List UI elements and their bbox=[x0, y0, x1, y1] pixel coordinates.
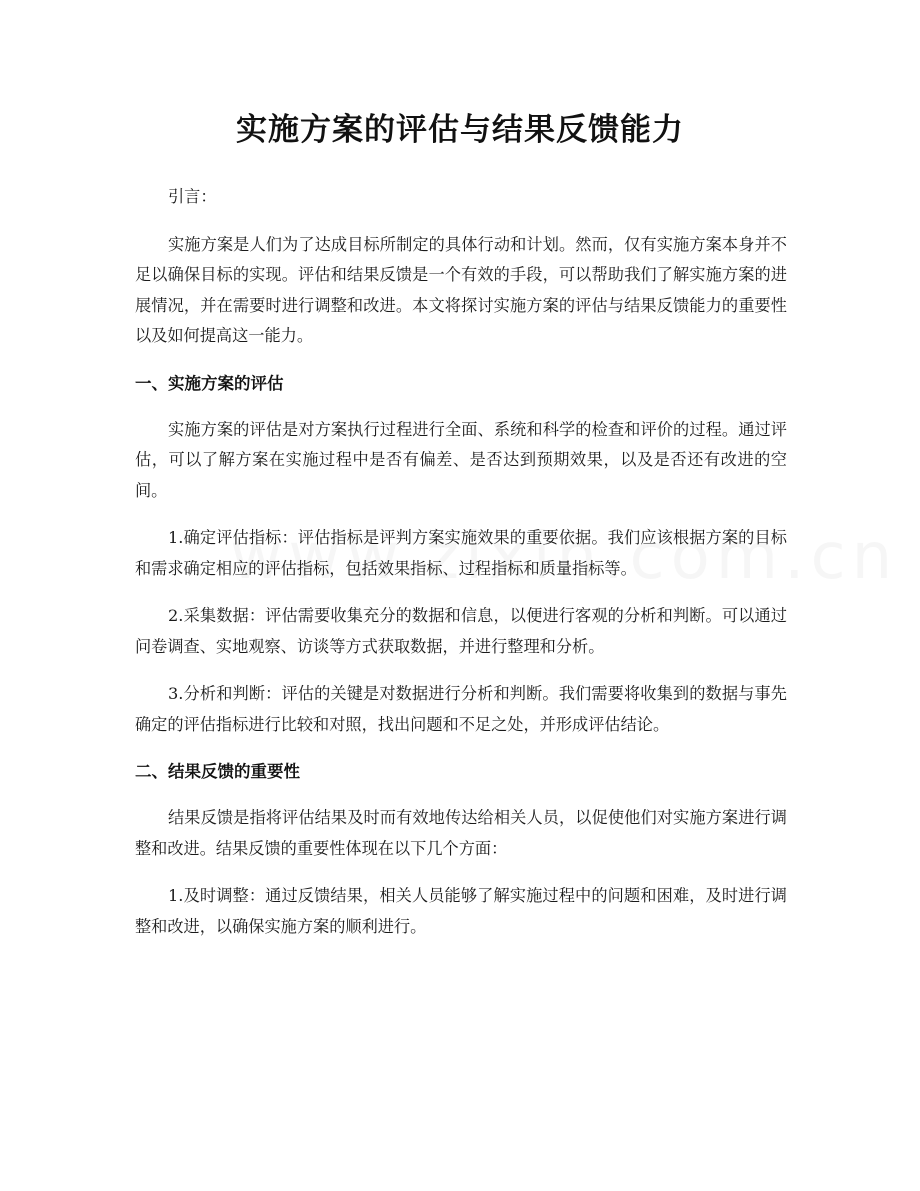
evaluation-paragraph: 实施方案的评估是对方案执行过程进行全面、系统和科学的检查和评价的过程。通过评估，可以了解方案在实施过程中是否有偏差、是否达到预期效果，以及是否还有改进的空间。 bbox=[135, 419, 787, 500]
evaluation-step-1: 1.确定评估指标：评估指标是评判方案实施效果的重要依据。我们应该根据方案的目标和需求确定相应的评估指标，包括效果指标、过程指标和质量指标等。 bbox=[135, 528, 787, 578]
section-heading-evaluation: 一、实施方案的评估 bbox=[135, 373, 284, 393]
feedback-paragraph: 结果反馈是指将评估结果及时而有效地传达给相关人员，以促使他们对实施方案进行调整和改进。结果反馈的重要性体现在以下几个方面： bbox=[135, 808, 787, 858]
document-body bbox=[135, 182, 787, 959]
evaluation-step-3: 3.分析和判断：评估的关键是对数据进行分析和判断。我们需要将收集到的数据与事先确定的评估指标进行比较和对照，找出问题和不足之处，并形成评估结论。 bbox=[135, 684, 787, 734]
document-title: 实施方案的评估与结果反馈能力 bbox=[236, 112, 684, 148]
intro-label: 引言： bbox=[168, 187, 217, 206]
evaluation-step-2: 2.采集数据：评估需要收集充分的数据和信息，以便进行客观的分析和判断。可以通过问卷调查、实地观察、访谈等方式获取数据，并进行整理和分析。 bbox=[135, 606, 787, 656]
section-heading-feedback: 二、结果反馈的重要性 bbox=[135, 762, 300, 781]
intro-paragraph: 实施方案是人们为了达成目标所制定的具体行动和计划。然而，仅有实施方案本身并不足以确保目标的实现。评估和结果反馈是一个有效的手段，可以帮助我们了解实施方案的进展情况，并在需要时进行调整和改进。本文将探讨实施方案的评估与结果反馈能力的重要性以及如何提高这一能力。 bbox=[135, 234, 787, 345]
feedback-point-1: 1.及时调整：通过反馈结果，相关人员能够了解实施过程中的问题和困难，及时进行调整和改进，以确保实施方案的顺利进行。 bbox=[135, 886, 787, 936]
